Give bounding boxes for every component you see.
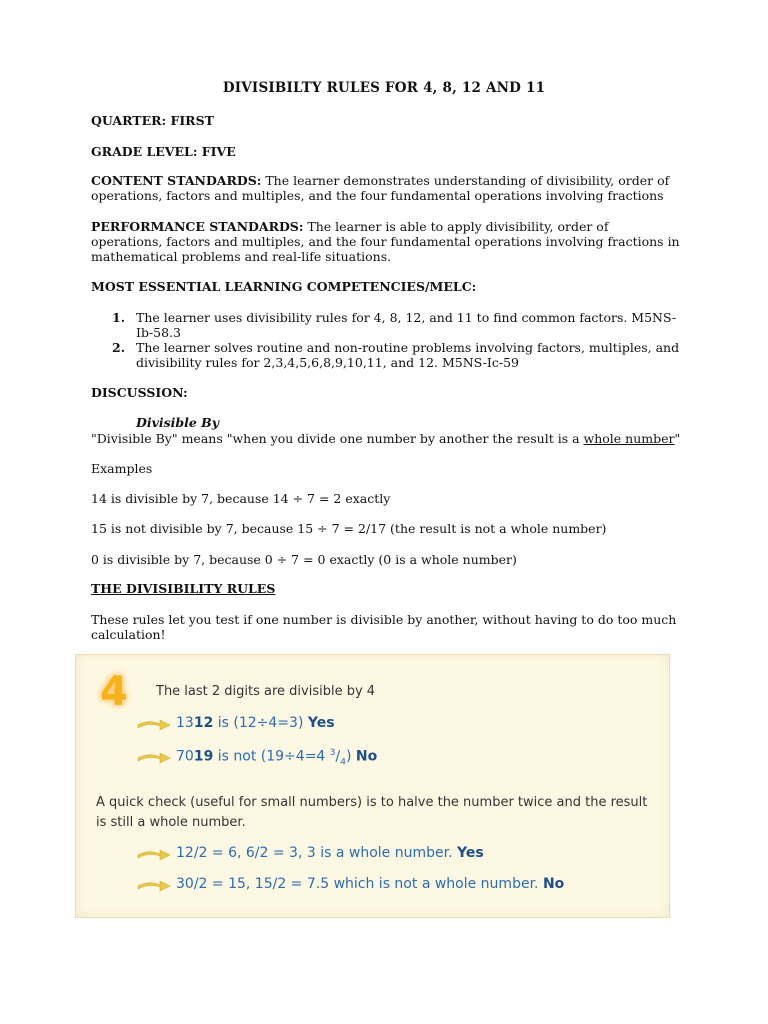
performance-standards (91, 219, 681, 264)
content-standards-text: The learner demonstrates understanding of divisibility, order of operations, factors and multiples, and the four fundamental operations involving fractions (91, 173, 670, 203)
melc-item-1-number: 1. (112, 310, 126, 325)
melc-item-2-text: The learner solves routine and non-routine problems involving factors, multiples, and divisibility rules for 2,3,4,5,6,8,9,10,11, and 12. M5NS-Ic-59 (136, 340, 680, 370)
arrow-icon (136, 749, 172, 765)
melc-item-1 (112, 310, 682, 340)
example-close: ) (345, 748, 356, 765)
examples-label: Examples (91, 461, 153, 476)
divisibility-rules-heading: THE DIVISIBILITY RULES (91, 581, 276, 596)
halving-example-yes (176, 845, 484, 861)
performance-standards-label: PERFORMANCE STANDARDS: (91, 219, 304, 234)
arrow-icon (136, 716, 172, 732)
divisible-by-definition (91, 431, 680, 446)
example-calculation: is (12÷4=3) (213, 715, 308, 731)
rule-number-4: 4 (100, 669, 128, 715)
arrow-icon (136, 877, 172, 893)
rule-statement: The last 2 digits are divisible by 4 (156, 684, 376, 699)
melc-item-2 (112, 340, 682, 370)
content-standards (91, 173, 681, 203)
whole-number-link[interactable]: whole number (583, 431, 675, 446)
melc-item-1-text: The learner uses divisibility rules for 4, 8, 12, and 11 to find common factors. M5NS-Ib-58.3 (136, 310, 677, 340)
fraction-denominator: 4 (340, 757, 346, 768)
example-calculation: is not (19÷4=4 (213, 748, 330, 765)
divisible-by-4-rule-box (75, 654, 670, 918)
example-2: 15 is not divisible by 7, because 15 ÷ 7 = 2/17 (the result is not a whole number) (91, 521, 607, 536)
grade-level-line: GRADE LEVEL: FIVE (91, 144, 236, 159)
performance-standards-text: The learner is able to apply divisibility, order of operations, factors and multiples, and the four fundamental operations involving fractions in mathematical problems and real-life situations. (91, 219, 680, 264)
example-answer: No (542, 876, 565, 892)
divisible-by-subheading: Divisible By (136, 415, 220, 430)
example-digits: 70 (176, 748, 194, 765)
example-answer: Yes (307, 715, 335, 731)
halving-calculation: 12/2 = 6, 6/2 = 3, 3 is a whole number. (176, 845, 457, 861)
fraction-numerator: 3 (329, 748, 336, 758)
fraction-slash: / (335, 748, 341, 765)
definition-text: "Divisible By" means "when you divide one number by another the result is a (91, 431, 584, 446)
melc-item-2-number: 2. (112, 340, 126, 355)
melc-heading: MOST ESSENTIAL LEARNING COMPETENCIES/MELC: (91, 279, 477, 294)
example-last-digits: 12 (193, 715, 214, 731)
divisibility-rules-intro: These rules let you test if one number is divisible by another, without having to do too much calculation! (91, 612, 677, 642)
example-last-digits: 19 (193, 748, 214, 765)
halving-example-no (176, 876, 564, 892)
example-3: 0 is divisible by 7, because 0 ÷ 7 = 0 exactly (0 is a whole number) (91, 552, 517, 567)
definition-end: " (674, 431, 681, 446)
rule-example-yes (176, 715, 335, 731)
quarter-line: QUARTER: FIRST (91, 113, 214, 128)
example-answer: Yes (456, 845, 484, 861)
example-digits: 13 (176, 715, 194, 731)
rule-example-no (176, 748, 377, 767)
halving-calculation: 30/2 = 15, 15/2 = 7.5 which is not a whole number. (176, 876, 543, 892)
quick-check-text: A quick check (useful for small numbers) is to halve the number twice and the result is still a whole number. (96, 795, 648, 830)
example-answer: No (355, 748, 378, 765)
page-title: DIVISIBILTY RULES FOR 4, 8, 12 AND 11 (222, 80, 546, 96)
discussion-heading: DISCUSSION: (91, 385, 188, 400)
content-standards-label: CONTENT STANDARDS: (91, 173, 262, 188)
example-1: 14 is divisible by 7, because 14 ÷ 7 = 2 exactly (91, 491, 391, 506)
arrow-icon (136, 846, 172, 862)
